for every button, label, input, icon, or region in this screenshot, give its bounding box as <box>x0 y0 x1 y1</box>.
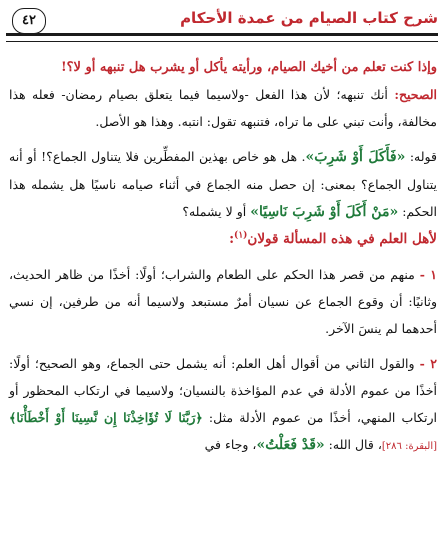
opinion-two-text-3: ، وجاء في <box>204 437 257 452</box>
footnote-marker: (١) <box>234 230 248 241</box>
page-body <box>9 54 437 460</box>
opinion-one-text: منهم من قصر هذا الحكم على الطعام والشراب؛ أولًا: أخذًا من ظاهر الحديث، وثانيًا: أن وقوع الجماع عن نسيان أمرٌ مستبعد ولاسيما أنه من طرفين، إن نسي أحدهما لم ينسَ الآخر. <box>9 267 437 336</box>
spacer <box>9 253 437 261</box>
page-header <box>6 6 438 42</box>
opinion-two-text-2: ، قال الله: <box>328 437 382 452</box>
header-divider <box>6 33 438 42</box>
opinion-two-number: ٢ - <box>419 356 437 371</box>
opinion-two-text-1: والقول الثاني من أقوال أهل العلم: أنه يشمل حتى الجماع، وهو الصحيح؛ أولًا: أخذًا من عموم الأدلة في عدم المؤاخذة بالنسيان؛ ولاسيما في ارتكاب المحظور أو ارتكاب المنهي، أخذًا من عموم الأدلة مثل: <box>9 356 437 425</box>
hadith-text-2: أو لا يشمله؟ <box>182 204 247 219</box>
opinion-two <box>9 350 437 460</box>
correct-label: الصحيح: <box>394 87 437 102</box>
divine-reply-quote: «قَدْ فَعَلْتُ» <box>256 437 325 453</box>
hadith-quote-2: «مَنْ أَكَلَ أَوْ شَرِبَ نَاسِيًا» <box>250 204 399 220</box>
opinion-one-number: ١ - <box>419 267 437 282</box>
spacer <box>9 135 437 143</box>
section-subheading <box>9 226 437 253</box>
quran-reference: [البقرة: ٢٨٦] <box>381 441 437 452</box>
quran-verse: ﴿رَبَّنَا لَا تُؤَاخِذْنَا إِن نَّسِينَا أَوْ أَخْطَأْنَا﴾ <box>9 410 203 425</box>
hadith-intro: قوله: <box>409 149 437 164</box>
page-number: ٤٢ <box>12 8 46 34</box>
question-line: وإذا كنت تعلم من أخيك الصيام، ورأيته يأكل أو يشرب هل تنبهه أو لا؟! <box>60 60 437 75</box>
paragraph-correct-answer <box>9 81 437 135</box>
hadith-quote-1: «فَأَكَلَ أَوْ شَرِبَ» <box>305 149 406 165</box>
spacer <box>9 342 437 350</box>
book-title: شرح كتاب الصيام من عمدة الأحكام <box>180 9 438 27</box>
subheading-text: لأهل العلم في هذه المسألة قولان <box>247 231 437 247</box>
correct-text: أنك تنبهه؛ لأن هذا الفعل -ولاسيما فيما يتعلق بصيام رمضان- فعله هذا مخالفة، وأنت تبني على ما تراه، فتنبهه تقول: انتبه. وهذا هو الأصل. <box>9 87 437 129</box>
opinion-one <box>9 261 437 342</box>
hadith-text-1: . هل هو خاص بهذين المفطِّرين فلا يتناول الجماع؟! أو أنه يتناول الجماع؟ بمعنى: إن حصل منه الجماع في أثناء صيامه ناسيًا هل يشمله هذا الحكم: <box>9 149 437 219</box>
subheading-colon: : <box>229 231 235 247</box>
paragraph-hadith-scope <box>9 143 437 226</box>
